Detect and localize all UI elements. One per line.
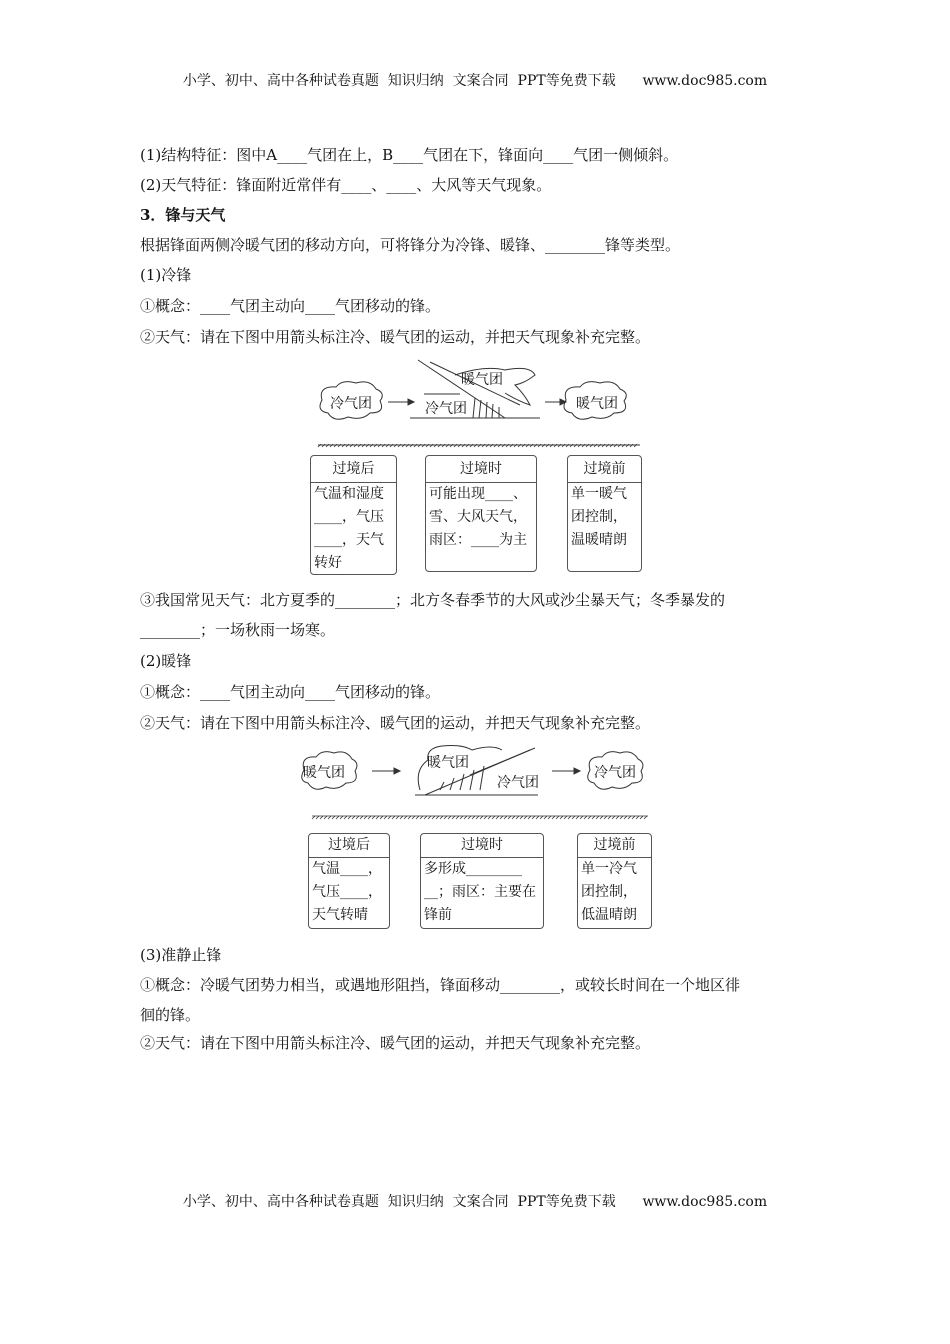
text-line: ②天气：请在下图中用箭头标注冷、暖气团的运动，并把天气现象补充完整。 — [140, 714, 651, 732]
after-passage-box — [308, 833, 390, 929]
text-line: ________；一场秋雨一场寒。 — [140, 621, 336, 639]
text-line: (1)结构特征：图中A____气团在上，B____气团在下，锋面向____气团一侧倾斜。 — [140, 146, 679, 164]
subsection-heading: (3)准静止锋 — [140, 946, 222, 964]
cold-air-mass-label: 冷气团 — [594, 765, 636, 781]
text-line: ①概念：____气团主动向____气团移动的锋。 — [140, 683, 441, 701]
text-line: ②天气：请在下图中用箭头标注冷、暖气团的运动，并把天气现象补充完整。 — [140, 1034, 651, 1052]
box-line: 单一冷气 — [581, 861, 637, 877]
box-title: 过境后 — [309, 834, 389, 858]
warm-air-mass-label: 暖气团 — [576, 396, 618, 412]
text-line: ②天气：请在下图中用箭头标注冷、暖气团的运动，并把天气现象补充完整。 — [140, 328, 651, 346]
cold-air-mass-label: 冷气团 — [425, 401, 467, 417]
box-line: 团控制， — [571, 509, 627, 525]
box-line: 锋前 — [424, 907, 452, 923]
box-line: ____，天气 — [314, 532, 384, 548]
subsection-heading: (2)暖锋 — [140, 652, 192, 670]
box-line: 多形成________ — [424, 861, 522, 877]
subsection-heading: (1)冷锋 — [140, 266, 192, 284]
text-line: (2)天气特征：锋面附近常伴有____、____、大风等天气现象。 — [140, 176, 552, 194]
page-header: 小学、初中、高中各种试卷真题 知识归纳 文案合同 PPT等免费下载 www.doc985.com — [182, 73, 768, 89]
text-line: ①概念：____气团主动向____气团移动的锋。 — [140, 297, 441, 315]
section-heading: 3．锋与天气 — [140, 206, 226, 224]
box-line: 温暖晴朗 — [571, 532, 627, 548]
box-line: __；雨区：主要在 — [424, 884, 536, 900]
text-line: 根据锋面两侧冷暖气团的移动方向，可将锋分为冷锋、暖锋、________锋等类型。 — [140, 236, 681, 254]
box-line: 单一暖气 — [571, 486, 627, 502]
box-line: 雨区：____为主 — [429, 532, 527, 548]
box-line: 气压____， — [312, 884, 382, 900]
box-title: 过境时 — [426, 456, 536, 483]
box-line: 团控制， — [581, 884, 637, 900]
box-line: 雪、大风天气， — [429, 509, 527, 525]
box-line: 气温和湿度 — [314, 486, 384, 502]
box-line: ____，气压 — [314, 509, 384, 525]
text-line: ③我国常见天气：北方夏季的________；北方冬春季节的大风或沙尘暴天气；冬季暴发的 — [140, 591, 726, 609]
text-line: ①概念：冷暖气团势力相当，或遇地形阻挡，锋面移动________，或较长时间在一个地区徘 — [140, 976, 741, 994]
box-line: 天气转晴 — [312, 907, 368, 923]
box-line: 低温晴朗 — [581, 907, 637, 923]
before-passage-box — [577, 833, 652, 929]
text-line: 徊的锋。 — [140, 1006, 201, 1024]
warm-air-mass-label: 暖气团 — [461, 372, 503, 388]
box-title: 过境前 — [568, 456, 641, 483]
page-footer: 小学、初中、高中各种试卷真题 知识归纳 文案合同 PPT等免费下载 www.doc985.com — [182, 1194, 768, 1210]
box-line: 气温____， — [312, 861, 382, 877]
box-title: 过境时 — [421, 834, 543, 858]
cold-air-mass-label: 冷气团 — [497, 775, 539, 791]
warm-air-mass-label: 暖气团 — [427, 755, 469, 771]
box-line: 可能出现____、 — [429, 486, 527, 502]
box-title: 过境后 — [311, 456, 396, 483]
box-title: 过境前 — [578, 834, 651, 858]
during-passage-box — [420, 833, 544, 929]
warm-air-mass-label: 暖气团 — [303, 765, 345, 781]
box-line: 转好 — [314, 555, 342, 571]
cold-air-mass-label: 冷气团 — [330, 396, 372, 412]
